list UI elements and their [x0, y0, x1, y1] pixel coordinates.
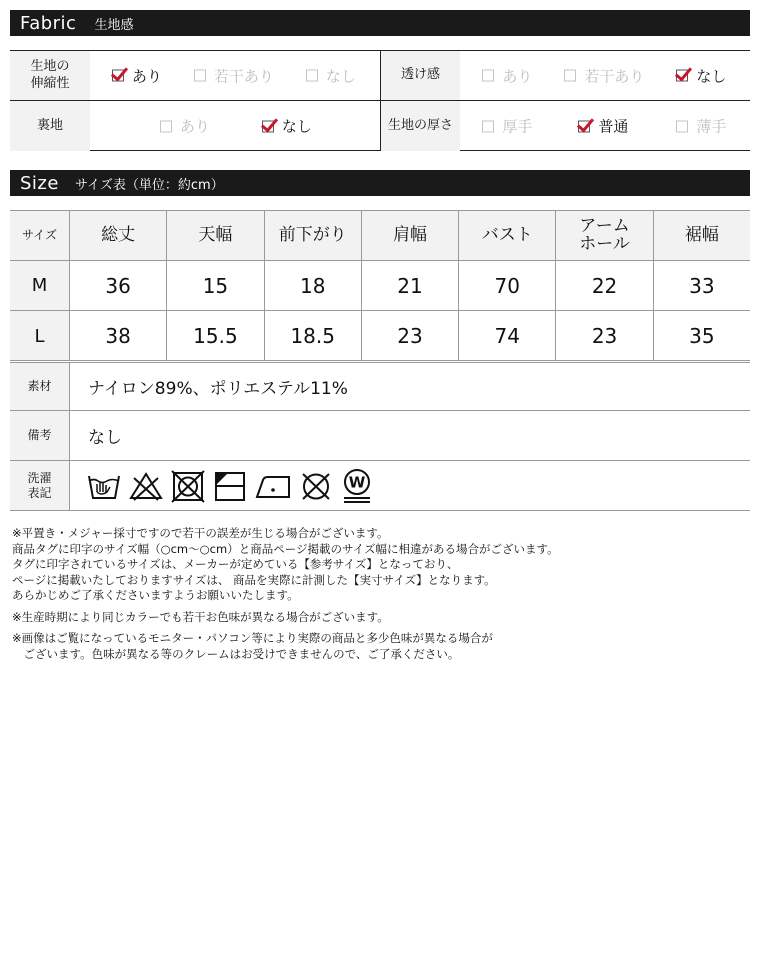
checkbox-checked-icon	[578, 120, 590, 132]
checkbox-checked-icon	[262, 120, 274, 132]
thickness-label: 生地の厚さ	[381, 101, 461, 151]
sheer-option-yes[interactable]: あり	[482, 65, 532, 86]
checkbox-icon	[564, 70, 576, 82]
fabric-divider	[380, 51, 381, 151]
thickness-option-normal[interactable]: 普通	[578, 116, 628, 137]
note-line: ※平置き・メジャー採寸ですので若干の誤差が生じる場合がございます。	[12, 526, 389, 540]
material-label: 素材	[10, 363, 70, 410]
iron-low-icon	[254, 468, 292, 504]
col-header-front-drop: 前下がり	[265, 211, 362, 260]
size-table-header	[10, 211, 750, 261]
note-line: タグに印字されているサイズは、メーカーが定めている【参考サイズ】となっており、	[12, 557, 459, 571]
line-dry-shade-icon	[212, 468, 248, 504]
stretch-option-no[interactable]: なし	[306, 65, 356, 86]
no-dry-clean-icon	[298, 468, 334, 504]
care-row	[10, 461, 750, 511]
table-cell: 15.5	[167, 311, 264, 361]
sheer-options	[460, 51, 750, 100]
sheer-label: 透け感	[381, 51, 461, 100]
fabric-header-title: Fabric	[20, 12, 77, 34]
table-cell: 22	[556, 261, 653, 310]
remarks-value: なし	[88, 428, 122, 448]
lining-options	[90, 101, 380, 151]
col-header-top-width: 天幅	[167, 211, 264, 260]
checkbox-checked-icon	[112, 70, 124, 82]
care-icons	[70, 461, 750, 510]
table-cell: 33	[689, 273, 715, 298]
table-cell: 35	[689, 324, 715, 348]
thickness-option-thin[interactable]: 薄手	[676, 116, 726, 137]
size-corner-label: サイズ	[10, 211, 70, 260]
note-line: ※生産時期により同じカラーでも若干お色味が異なる場合がございます。	[12, 609, 389, 624]
row-size-label: M	[10, 261, 70, 310]
checkbox-icon	[482, 70, 494, 82]
stretch-option-slight[interactable]: 若干あり	[194, 65, 274, 86]
table-row	[10, 261, 750, 311]
table-cell: 15	[167, 261, 264, 310]
table-cell: 36	[70, 261, 167, 310]
checkbox-icon	[160, 120, 172, 132]
stretch-label: 生地の 伸縮性	[10, 51, 90, 100]
material-value: ナイロン89%、ポリエステル11%	[88, 379, 348, 399]
table-cell: 23	[556, 311, 653, 361]
fabric-header-bar	[10, 10, 750, 36]
note-line: ページに掲載いたしておりますサイズは、 商品を実際に計測した【実寸サイズ】となります。	[12, 572, 496, 587]
size-header-title: Size	[20, 172, 59, 194]
col-header-bust: バスト	[459, 211, 556, 260]
note-line: ございます。色味が異なる等のクレームはお受けできませんので、ご了承ください。	[12, 646, 460, 661]
remarks-row	[10, 411, 750, 461]
sheer-option-slight[interactable]: 若干あり	[564, 65, 644, 86]
col-header-armhole: アーム ホール	[556, 211, 653, 260]
table-cell: 21	[362, 261, 459, 310]
no-tumble-dry-icon	[170, 468, 206, 504]
wet-clean-icon	[340, 467, 374, 505]
checkbox-icon	[482, 120, 494, 132]
fabric-header-subtitle: 生地感	[94, 17, 134, 33]
stretch-option-yes[interactable]: あり	[112, 65, 162, 86]
notes	[12, 526, 748, 662]
size-table	[10, 210, 750, 361]
fabric-table	[10, 50, 750, 151]
col-header-length: 総丈	[70, 211, 167, 260]
note-line: ※画像はご覧になっているモニター・パソコン等により実際の商品と多少色味が異なる場合が	[12, 631, 493, 645]
sheer-option-no[interactable]: なし	[676, 65, 726, 86]
table-cell: 18.5	[265, 311, 362, 361]
wet-clean-letter: W	[348, 473, 366, 491]
thickness-option-thick[interactable]: 厚手	[482, 116, 532, 137]
checkbox-icon	[194, 70, 206, 82]
lining-option-yes[interactable]: あり	[160, 116, 210, 137]
size-header-subtitle: サイズ表（単位：約cm）	[74, 177, 224, 193]
table-cell: 70	[459, 261, 556, 310]
table-cell: 23	[362, 311, 459, 361]
stretch-options	[90, 51, 380, 100]
table-cell: 18	[265, 261, 362, 310]
info-table	[10, 363, 750, 511]
note-line: 商品タグに印字のサイズ幅（○cm〜○cm）と商品ページ掲載のサイズ幅に相違がある場合がございます。	[12, 541, 559, 556]
remarks-label: 備考	[10, 411, 70, 460]
no-bleach-icon	[128, 468, 164, 504]
lining-option-no[interactable]: なし	[262, 116, 312, 137]
checkbox-icon	[676, 120, 688, 132]
hand-wash-icon	[86, 468, 122, 504]
thickness-options	[460, 101, 750, 151]
checkbox-checked-icon	[676, 70, 688, 82]
material-row	[10, 363, 750, 411]
col-header-hem: 裾幅	[654, 211, 750, 260]
col-header-shoulder: 肩幅	[362, 211, 459, 260]
care-label: 洗濯 表記	[10, 461, 70, 510]
table-cell: 74	[459, 311, 556, 361]
checkbox-icon	[306, 70, 318, 82]
table-cell: 38	[70, 311, 167, 361]
row-size-label: L	[10, 311, 70, 361]
lining-label: 裏地	[10, 101, 90, 151]
size-header-bar	[10, 170, 750, 196]
table-row	[10, 311, 750, 361]
note-line: あらかじめご了承くださいますようお願いいたします。	[12, 588, 299, 602]
